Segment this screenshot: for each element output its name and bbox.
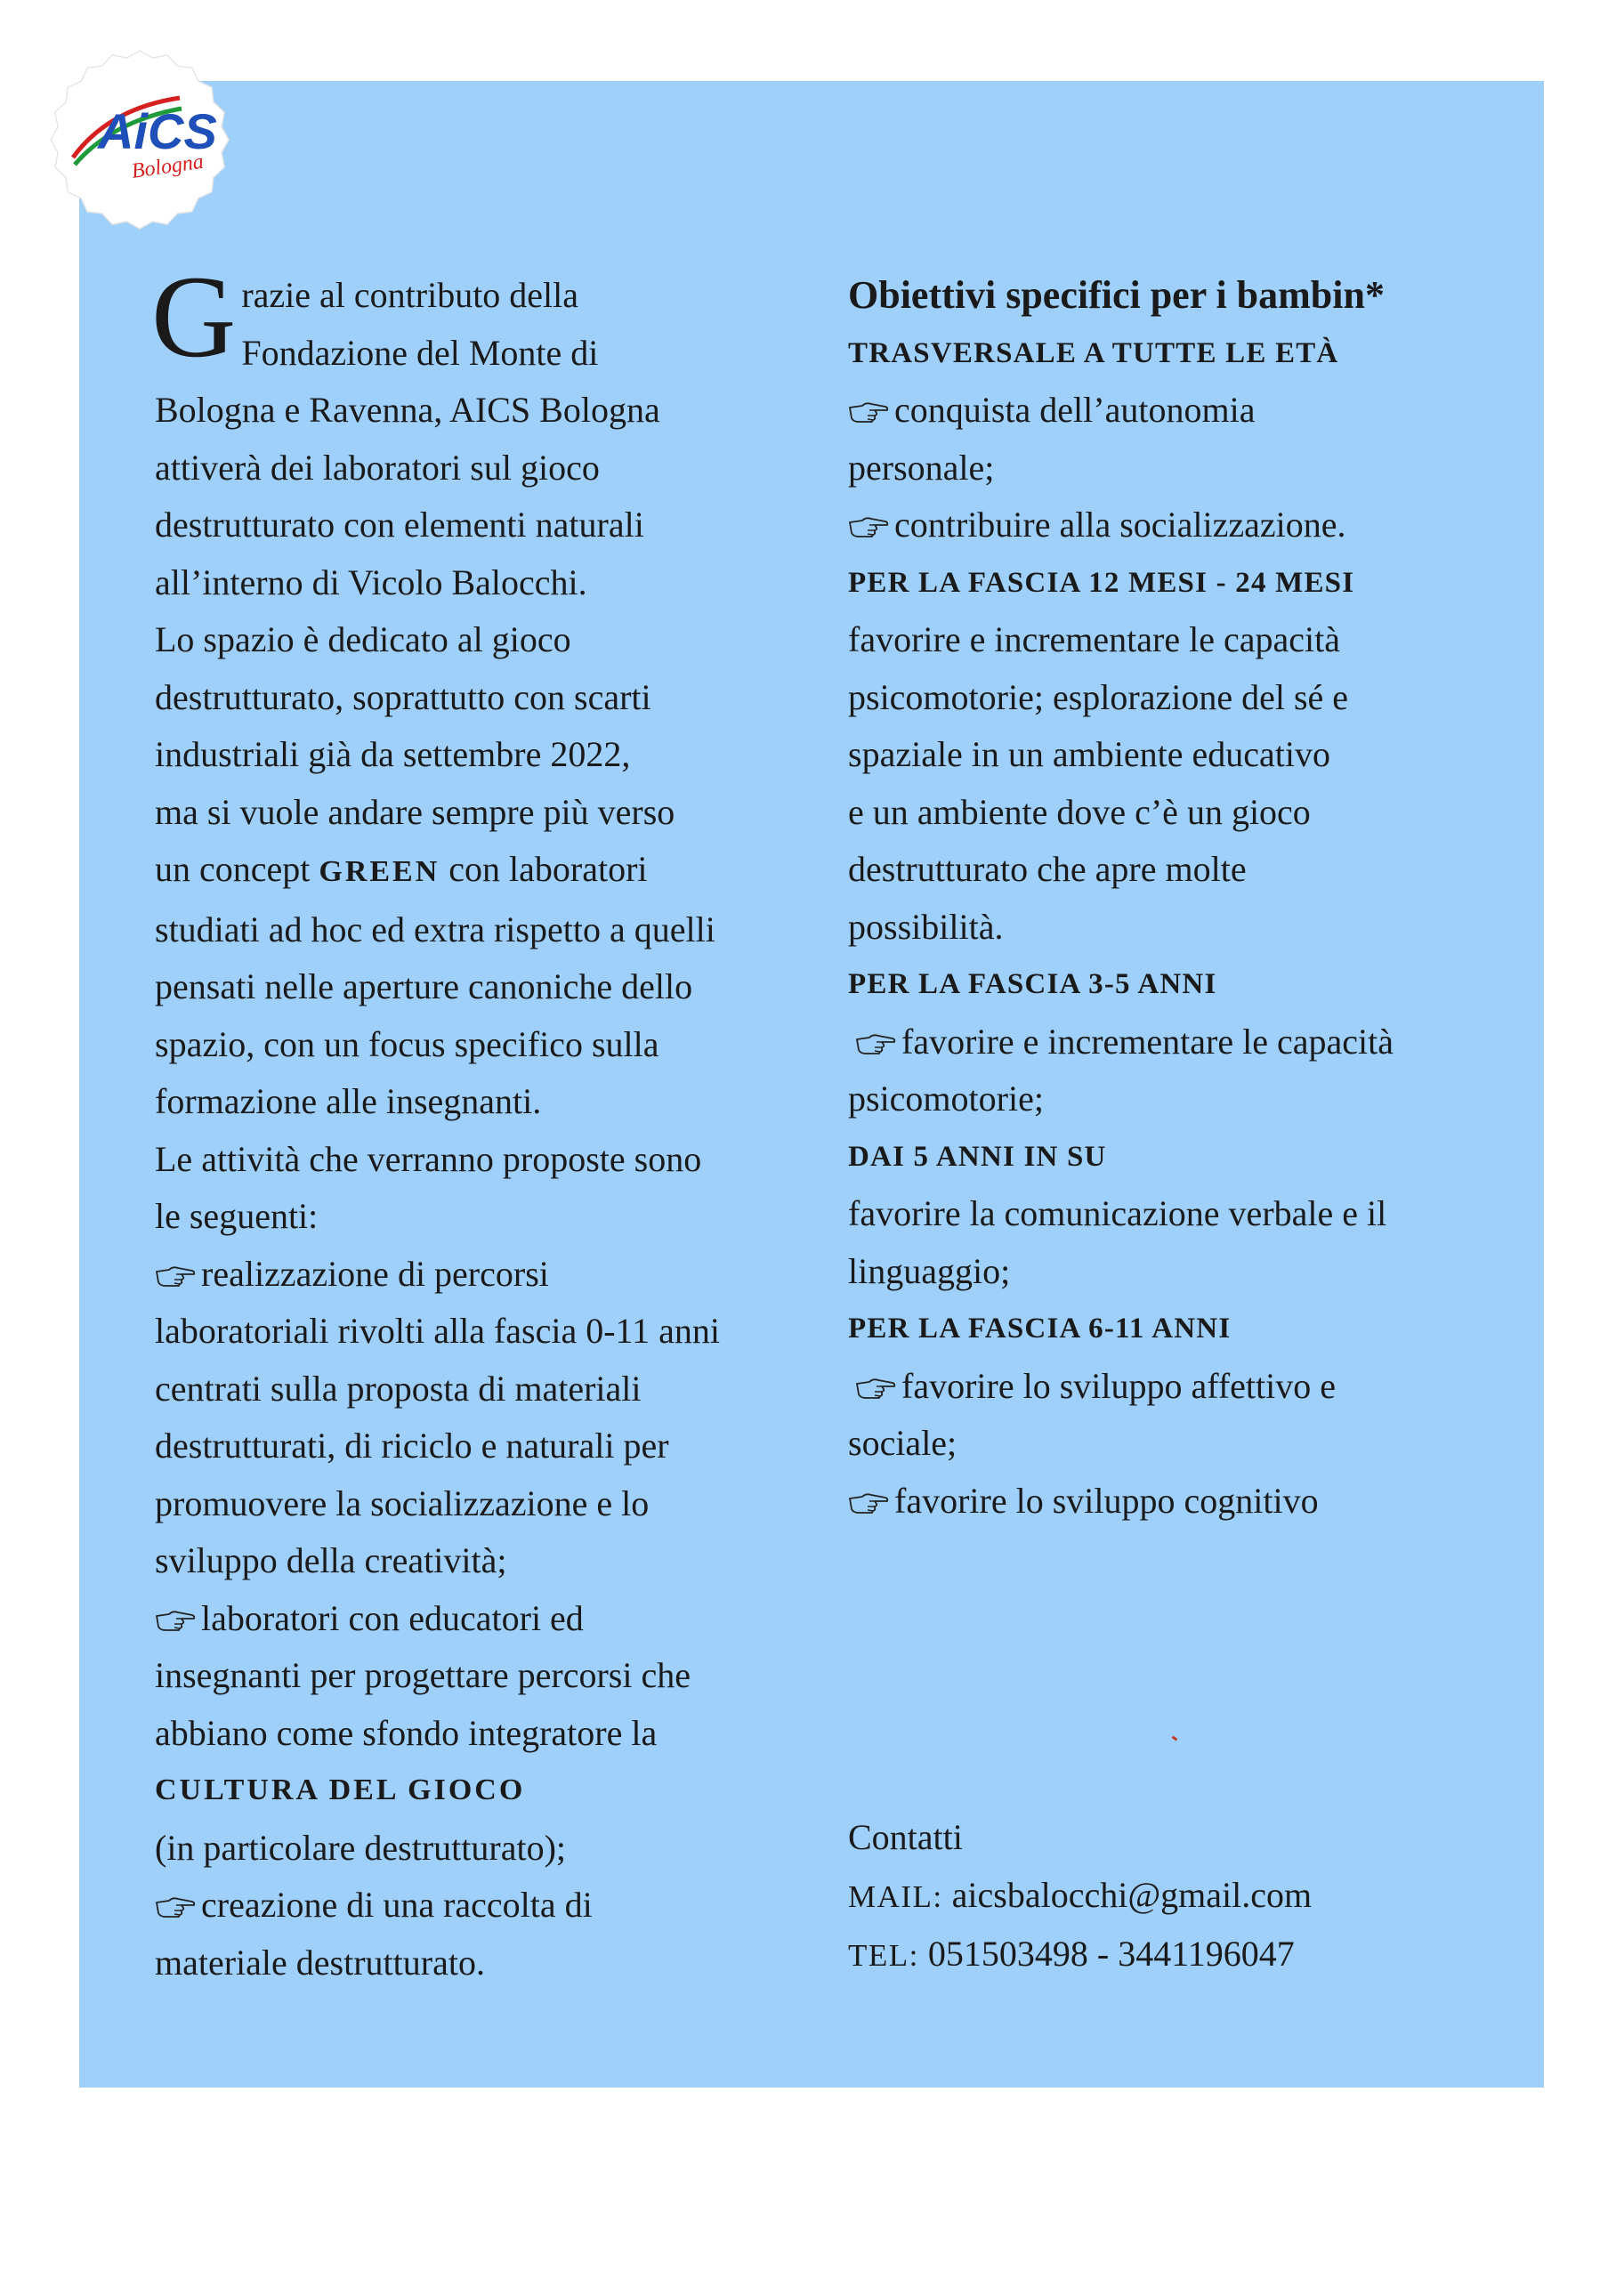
- section-heading: PER LA FASCIA 12 MESI - 24 MESI: [848, 566, 1355, 599]
- text-line: studiati ad hoc ed extra rispetto a quelli: [155, 909, 715, 949]
- contacts-title: Contatti: [848, 1817, 963, 1857]
- text-line: materiale destrutturato.: [155, 1942, 485, 1983]
- text-line: attiverà dei laboratori sul gioco: [155, 447, 600, 488]
- text-line: all’interno di Vicolo Balocchi.: [155, 561, 587, 602]
- text-line: Le attività che verranno proposte sono: [155, 1138, 702, 1179]
- text-line: pensati nelle aperture canoniche dello: [155, 966, 693, 1006]
- text-line: abbiano come sfondo integratore la: [155, 1712, 658, 1753]
- green-line: un concept GREEN con laboratori: [155, 849, 648, 889]
- left-column: [151, 251, 796, 1991]
- text-line: destrutturato con elementi naturali: [155, 505, 644, 545]
- pointing-hand-icon: [848, 1473, 894, 1531]
- text-line: linguaggio;: [848, 1250, 1011, 1291]
- text-line: le seguenti:: [155, 1196, 319, 1236]
- list-item: favorire lo sviluppo affettivo e: [848, 1358, 1480, 1416]
- pointing-hand-icon: [155, 1246, 201, 1304]
- text-line: psicomotorie; esplorazione del sé e: [848, 676, 1349, 717]
- text-line: psicomotorie;: [848, 1078, 1044, 1119]
- pointing-hand-icon: [855, 1014, 901, 1071]
- text-line: razie al contributo della: [241, 275, 579, 315]
- text-line: Bologna e Ravenna, AICS Bologna: [155, 390, 660, 430]
- text-line: laboratoriali rivolti alla fascia 0-11 anni: [155, 1311, 720, 1351]
- text-line: centrati sulla proposta di materiali: [155, 1368, 642, 1409]
- section-heading: DAI 5 ANNI IN SU: [848, 1140, 1107, 1173]
- phone-numbers[interactable]: 051503498 - 3441196047: [918, 1934, 1295, 1974]
- drop-cap: G: [151, 251, 237, 382]
- text-line: favorire la comunicazione verbale e il: [848, 1193, 1387, 1233]
- text-line: destrutturati, di riciclo e naturali per: [155, 1426, 669, 1466]
- text-line: (in particolare destrutturato);: [155, 1827, 567, 1868]
- text-line: destrutturato, soprattutto con scarti: [155, 676, 651, 717]
- text-line: Fondazione del Monte di: [241, 332, 599, 373]
- mail-line: [848, 1867, 1312, 1927]
- logo-subtitle: Bologna: [130, 149, 206, 183]
- list-item: favorire e incrementare le capacità: [848, 1014, 1480, 1071]
- section-heading: TRASVERSALE A TUTTE LE ETÀ: [848, 336, 1339, 369]
- list-item: favorire lo sviluppo cognitivo: [848, 1473, 1480, 1531]
- list-item: realizzazione di percorsi: [155, 1246, 796, 1304]
- tel-line: [848, 1926, 1312, 1985]
- list-item: creazione di una raccolta di: [155, 1877, 796, 1935]
- right-column: [848, 267, 1480, 1530]
- objectives-heading: Obiettivi specifici per i bambin*: [848, 273, 1385, 317]
- pointing-hand-icon: [848, 382, 894, 440]
- list-item: laboratori con educatori ed: [155, 1590, 796, 1648]
- text-line: sviluppo della creatività;: [155, 1540, 507, 1580]
- section-heading: PER LA FASCIA 3-5 ANNI: [848, 968, 1217, 1000]
- green-emphasis: GREEN: [319, 855, 440, 888]
- text-line: formazione alle insegnanti.: [155, 1081, 542, 1121]
- text-line: favorire e incrementare le capacità: [848, 619, 1340, 659]
- text-line: destrutturato che apre molte: [848, 849, 1247, 889]
- pointing-hand-icon: [155, 1877, 201, 1935]
- section-heading: PER LA FASCIA 6-11 ANNI: [848, 1313, 1232, 1345]
- cultura-del-gioco: CULTURA DEL GIOCO: [155, 1773, 526, 1806]
- intro-paragraph: [155, 267, 796, 841]
- text-line: e un ambiente dove c’è un gioco: [848, 791, 1311, 832]
- text-line: promuovere la socializzazione e lo: [155, 1482, 650, 1523]
- pointing-hand-icon: [855, 1358, 901, 1416]
- contacts-block: [848, 1809, 1312, 1985]
- logo-name: AiCS: [98, 103, 217, 159]
- text-line: industriali già da settembre 2022,: [155, 734, 631, 774]
- list-item: contribuire alla socializzazione.: [848, 497, 1480, 554]
- aics-bologna-logo: [46, 46, 233, 233]
- text-line: ma si vuole andare sempre più verso: [155, 791, 675, 832]
- tel-label: TEL:: [848, 1938, 919, 1973]
- text-line: spazio, con un focus specifico sulla: [155, 1023, 659, 1064]
- text-line: insegnanti per progettare percorsi che: [155, 1655, 691, 1695]
- text-line: personale;: [848, 447, 995, 488]
- text-line: possibilità.: [848, 906, 1004, 947]
- mail-address[interactable]: aicsbalocchi@gmail.com: [942, 1874, 1313, 1915]
- text-line: spaziale in un ambiente educativo: [848, 734, 1331, 774]
- text-line: sociale;: [848, 1423, 957, 1463]
- list-item: conquista dell’autonomia: [848, 382, 1480, 440]
- text-line: Lo spazio è dedicato al gioco: [155, 619, 571, 659]
- pointing-hand-icon: [155, 1590, 201, 1648]
- pointing-hand-icon: [848, 497, 894, 554]
- mail-label: MAIL:: [848, 1878, 943, 1914]
